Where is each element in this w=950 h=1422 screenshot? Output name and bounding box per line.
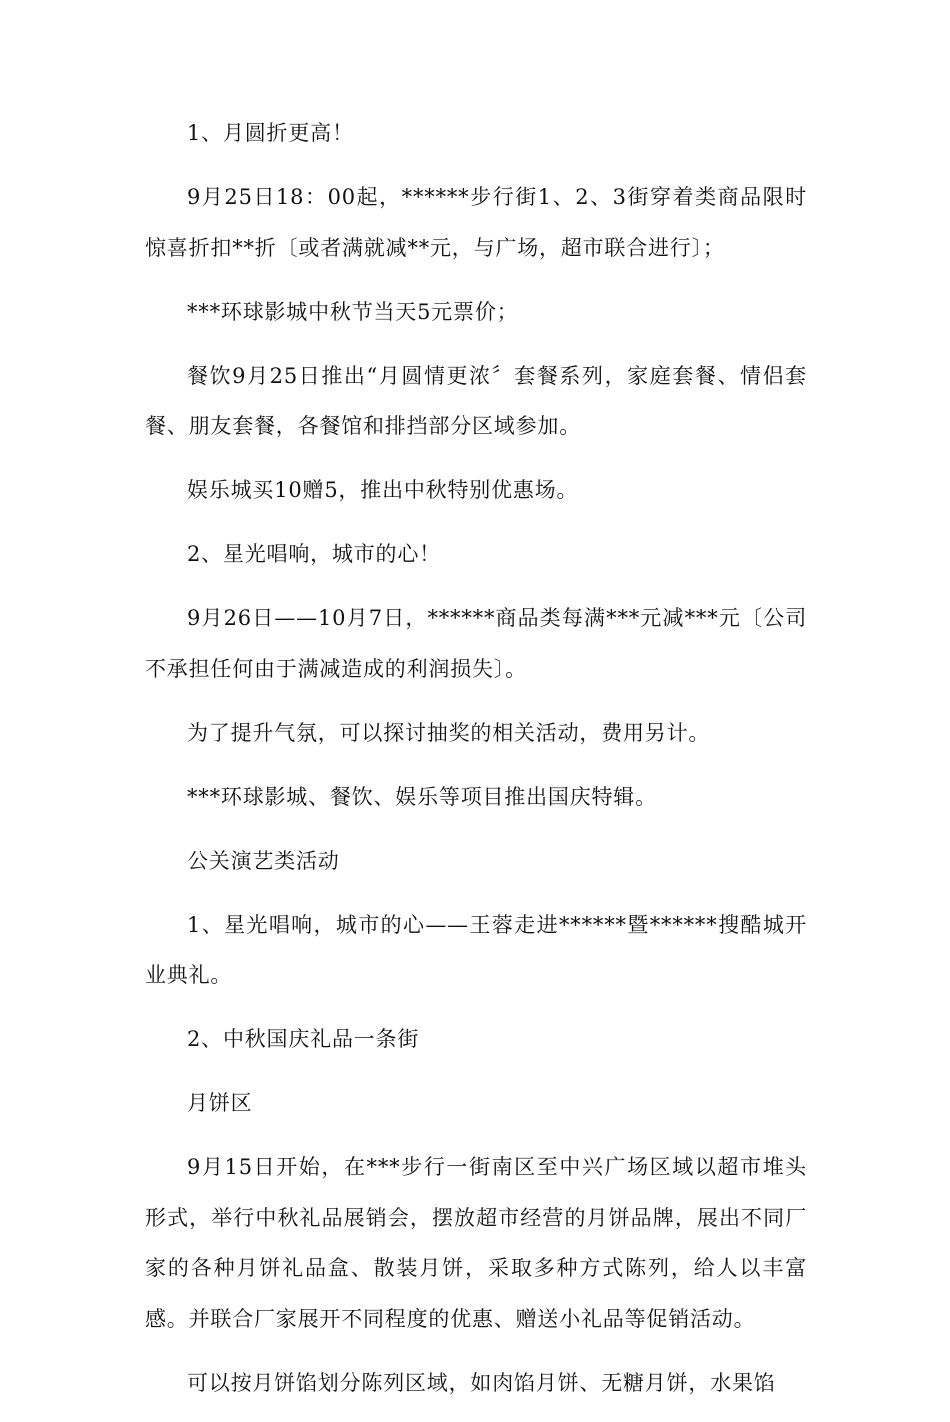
paragraph: ***环球影城中秋节当天5元票价； [187,299,519,324]
paragraph-heading-1: 1、月圆折更高！ [187,121,354,145]
paragraph: 餐饮9月25日推出“月圆情更浓〞套餐系列，家庭套餐、情侣套餐、朋友套餐，各餐馆和排挡部分区域参加。 [145,363,807,438]
document-body [145,108,807,1422]
paragraph: 9月26日——10月7日，******商品类每满***元减***元〔公司不承担任何由于满减造成的利润损失〕。 [145,606,807,681]
paragraph: 1、星光唱响，城市的心——王蓉走进******暨******搜酷城开业典礼。 [145,912,807,987]
paragraph: 为了提升气氛，可以探讨抽奖的相关活动，费用另计。 [187,720,711,745]
paragraph-heading-3: 2、中秋国庆礼品一条街 [187,1027,420,1051]
paragraph: 可以按月饼馅划分陈列区域，如肉馅月饼、无糖月饼，水果馅 [187,1370,776,1395]
paragraph: ***环球影城、餐饮、娱乐等项目推出国庆特辑。 [187,784,657,809]
paragraph-heading-2: 2、星光唱响，城市的心！ [187,542,441,566]
paragraph: 娱乐城买10赠5，推出中秋特别优惠场。 [187,478,579,502]
section-heading: 公关演艺类活动 [187,848,340,873]
paragraph: 9月25日18：00起，******步行街1、2、3街穿着类商品限时惊喜折扣**折〔或者满就减**元，与广场，超市联合进行〕； [145,185,807,260]
paragraph: 9月15日开始，在***步行一街南区至中兴广场区域以超市堆头形式，举行中秋礼品展销会，摆放超市经营的月饼品牌，展出不同厂家的各种月饼礼品盒、散装月饼，采取多种方式陈列，给人以丰富感。并联合厂家展开不同程度的优惠、赠送小礼品等促销活动。 [145,1155,807,1331]
subsection-heading: 月饼区 [187,1091,253,1115]
